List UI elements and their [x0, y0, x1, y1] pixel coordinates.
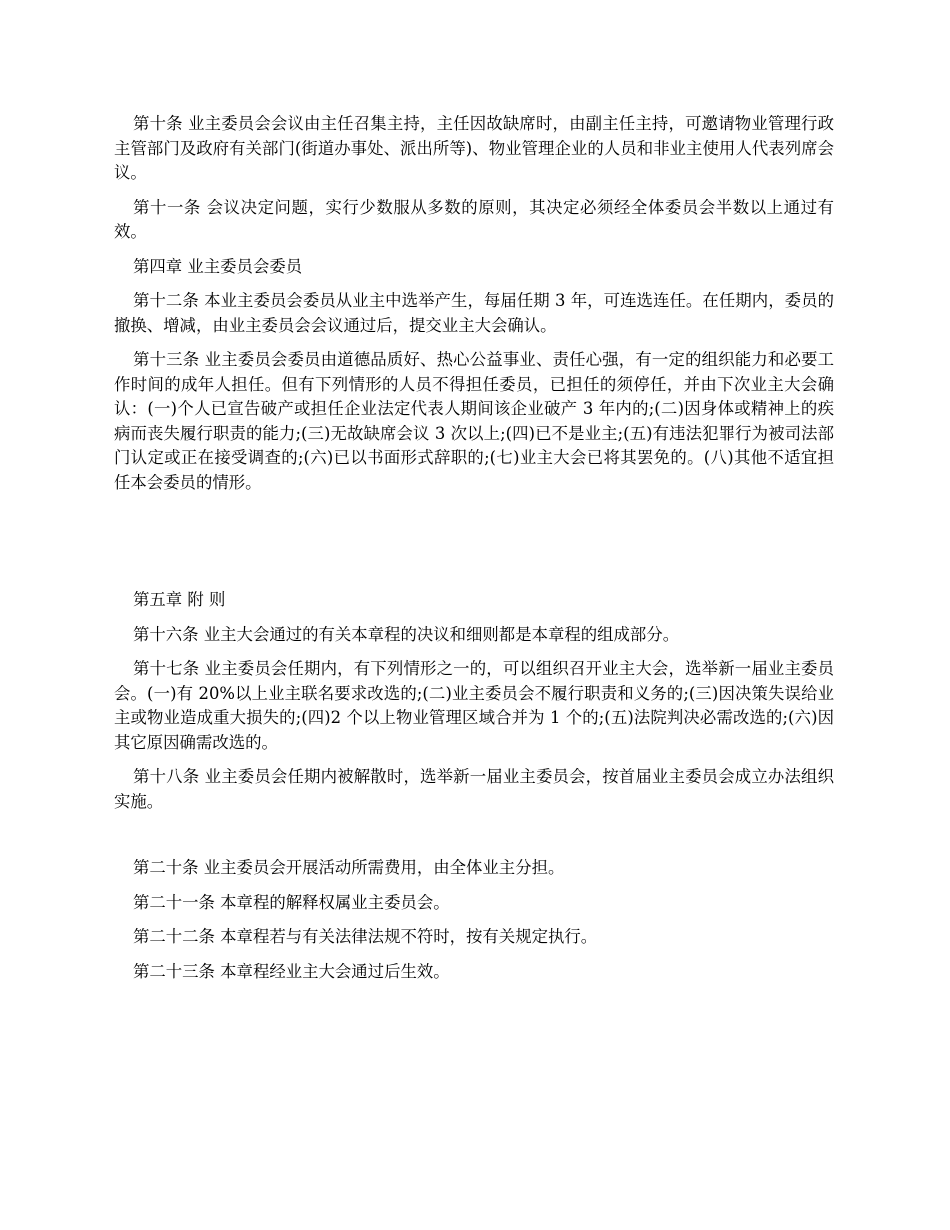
article-18: 第十八条 业主委员会任期内被解散时，选举新一届业主委员会，按首届业主委员会成立办法组织实施。 [114, 767, 834, 811]
article-22: 第二十二条 本章程若与有关法律法规不符时，按有关规定执行。 [133, 927, 598, 946]
article-16: 第十六条 业主大会通过的有关本章程的决议和细则都是本章程的组成部分。 [133, 624, 680, 644]
article-21: 第二十一条 本章程的解释权属业主委员会。 [133, 892, 450, 912]
chapter-4-heading: 第四章 业主委员会委员 [133, 256, 303, 276]
chapter-5-heading: 第五章 附 则 [133, 590, 226, 609]
article-12: 第十二条 本业主委员会委员从业主中选举产生，每届任期 3 年，可连选连任。在任期内，委员的撤换、增减，由业主委员会会议通过后，提交业主大会确认。 [114, 291, 834, 335]
article-10: 第十条 业主委员会会议由主任召集主持，主任因故缺席时，由副主任主持，可邀请物业管理行政主管部门及政府有关部门(街道办事处、派出所等)、物业管理企业的人员和非业主使用人代表列席会议。 [114, 114, 834, 182]
article-11: 第十一条 会议决定问题，实行少数服从多数的原则，其决定必须经全体委员会半数以上通过有效。 [114, 197, 834, 241]
article-20: 第二十条 业主委员会开展活动所需费用，由全体业主分担。 [133, 858, 565, 877]
article-23: 第二十三条 本章程经业主大会通过后生效。 [133, 961, 450, 981]
blank-space [114, 824, 834, 856]
document-page [114, 112, 834, 994]
article-13: 第十三条 业主委员会委员由道德品质好、热心公益事业、责任心强，有一定的组织能力和必要工作时间的成年人担任。但有下列情形的人员不得担任委员，已担任的须停任，并由下次业主大会确认：(一)个人已宣告破产或担任企业法定代表人期间该企业破产 3 年内的;(二)因身体或精神上的疾病而丧失履行职责的能力;(三)无故缺席会议 3 次以上;(四)已不是业主;(五)有违法犯罪行为被司法部门认定或正在接受调查的;(六)已以书面形式辞职的;(七)业主大会已将其罢免的。(八)其他不适宜担任本会委员的情形。 [114, 350, 834, 492]
article-17: 第十七条 业主委员会任期内，有下列情形之一的，可以组织召开业主大会，选举新一届业主委员会。(一)有 20%以上业主联名要求改选的;(二)业主委员会不履行职责和义务的;(三)因决策失误给业主或物业造成重大损失的;(四)2 个以上物业管理区域合并为 1 个的;(五)法院判决必需改选的;(六)因其它原因确需改选的。 [114, 659, 834, 752]
blank-space [114, 505, 834, 588]
